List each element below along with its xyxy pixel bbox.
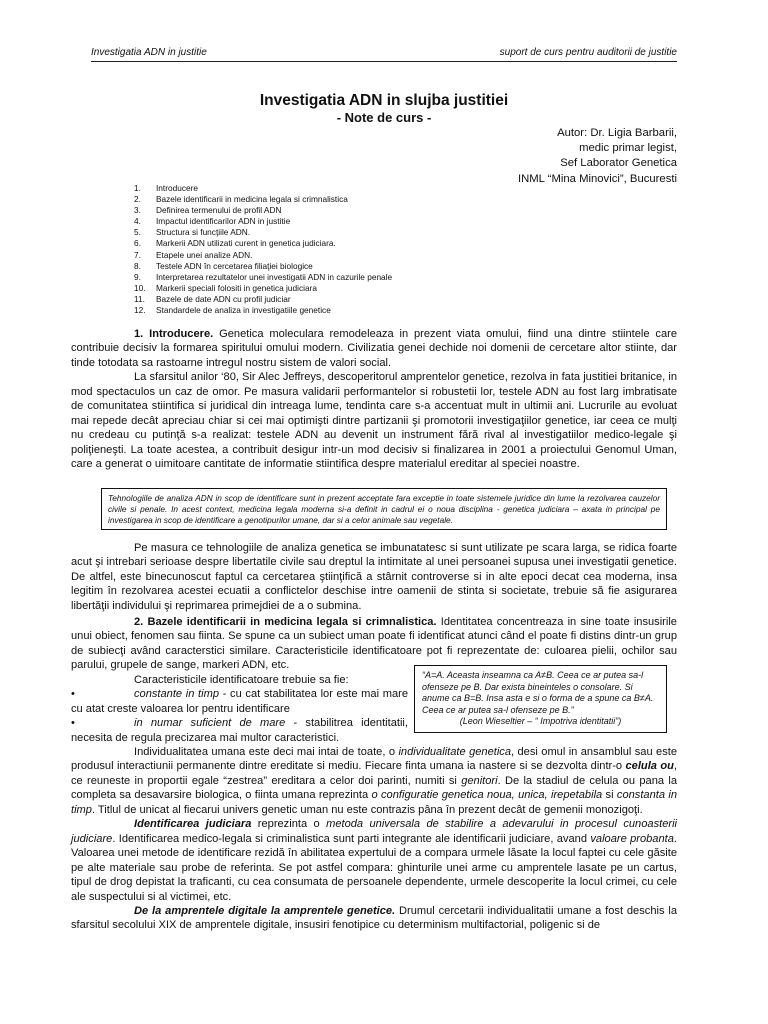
toc-number: 11. (134, 293, 145, 304)
author-line-3: Sef Laborator Genetica (560, 157, 677, 170)
text-run: . Identificarea medico-legala si criminalistica sunt parti integrante ale identificarii judiciare, avand (112, 832, 591, 845)
section-2-heading: 2. Bazele identificarii in medicina legala si crimnalistica. (134, 616, 437, 628)
criteria-2-text: - stabilitrea identitatii, necesita de regula precizarea mai multor caracteristici. (71, 717, 408, 744)
quote-attribution: (Leon Wieseltier – “ Impotriva identitatii”) (459, 716, 622, 727)
criteria-intro: Caracteristicile identificatoare trebuie sa fie: (134, 674, 349, 686)
criteria-1-text: - cu cat stabilitatea lor este mai mare cu atat creste valoarea lor pentru identificare (71, 688, 408, 715)
bullet-icon: • (71, 717, 75, 730)
toc-item (134, 227, 392, 238)
header-left: Investigatia ADN in justitie (91, 47, 207, 58)
table-of-contents (134, 183, 392, 316)
intro-heading: 1. Introducere. (134, 328, 214, 340)
text-run-italic: constanta in timp (71, 789, 677, 816)
toc-item (134, 183, 392, 194)
section-2-paragraph-3 (71, 745, 677, 817)
text-run: reprezinta o (251, 818, 327, 831)
text-run: . Valoarea unei metode de identificare rezidă în abilitatea expertului de a compara urmele lăsate la locul faptei cu cele găsite pe alte materiale sau probe de referinta. Se pot astfel compara: ghinturile unei arme cu amprentele lasate pe un cartus, tipul de drog depistat la traficanti, cu cea consumata de persoanele dependente, urmele descoperite la locul crimei, cu cele ale suspectului si al victimei, etc. (71, 832, 677, 903)
section-2-rest (71, 745, 677, 933)
intro-paragraph-1 (71, 327, 677, 370)
criteria-2-term: in numar suficient de mare (134, 717, 286, 730)
section-continuation (71, 541, 677, 613)
note-box: Tehnologiile de analiza ADN in scop de identificare sunt in prezent acceptate fara exceptie in toate sistemele juridice din lume la rezolvarea cauzelor civile si penale. In acest context, medicina legala moderna si-a definit in cadrul ei o noua disciplina - genetica judiciara – axata in principal pe investigarea in scop de identificare a genotipurilor umane, dar si a celor animale sau vegetale. (101, 488, 667, 530)
toc-text: Testele ADN în cercetarea filiaţiei biologice (156, 260, 313, 271)
toc-item (134, 294, 392, 305)
toc-item (134, 194, 392, 205)
text-run: Drumul cercetarii individualitatii umane a fost deschis la sfarsitul secolului XIX de amprentele digitale, insusiri fenotipice cu determinism multifactorial, poligenic si de (71, 904, 677, 932)
author-line-2: medic primar legist, (579, 142, 677, 155)
toc-number: 8. (134, 260, 141, 271)
toc-item (134, 216, 392, 227)
criteria-bullet-2 (71, 716, 408, 745)
text-run-italic: metoda universala de stabilire a adevarului in procesul cunoasterii judiciare (71, 818, 677, 845)
author-block (518, 126, 677, 187)
intro-text-1: Genetica moleculara remodeleaza in prezent viata omului, fiind una dintre stiintele care contribuie decisiv la formarea spiritului omului modern. Civilizatia genei dechide noi domenii de cercetare altor stiinte, dar tinde totodata sa rastoarne intregul nostru sistem de valori social. (71, 328, 678, 369)
text-run: , ce reuneste in proportii egale “zestrea” ereditara a celor doi parinti, numiti si (71, 760, 677, 787)
toc-number: 9. (134, 271, 141, 282)
section-2-paragraph-5 (71, 904, 677, 933)
intro-section (71, 327, 677, 472)
toc-item (134, 272, 392, 283)
document-title: Investigatia ADN in slujba justitiei (259, 92, 509, 109)
document-subtitle: - Note de curs - (336, 110, 432, 125)
toc-number: 10. (134, 282, 146, 293)
criteria-1-term: constante in timp (134, 688, 220, 701)
toc-number: 5. (134, 227, 141, 238)
author-line-1: Autor: Dr. Ligia Barbarii, (557, 127, 677, 139)
toc-item (134, 283, 392, 294)
text-run-italic: individualitate genetica (398, 746, 512, 758)
toc-number: 2. (134, 194, 141, 205)
text-run: . De la stadiul de celula ou pana la completa sa desavarsire biologica, o fiinta umana reprezinta (71, 774, 677, 802)
text-run-bold-italic: Identificarea judiciara (134, 818, 252, 831)
criteria-list (71, 673, 408, 745)
header-right: suport de curs pentru auditorii de justitie (499, 47, 677, 58)
toc-number: 4. (134, 216, 141, 227)
toc-item (134, 205, 392, 216)
toc-text: Etapele unei analize ADN. (156, 249, 253, 260)
criteria-bullet-1 (71, 687, 408, 716)
section-2-paragraph-4 (71, 817, 677, 904)
toc-number: 7. (134, 249, 141, 260)
toc-text: Bazele de date ADN cu profil judiciar (156, 293, 291, 304)
toc-item (134, 261, 392, 272)
text-run-bold-italic: celula ou (625, 760, 674, 773)
toc-text: Impactul identificarilor ADN in justitie (156, 216, 291, 227)
quote-text: “A=A. Aceasta inseamna ca A≠B. Ceea ce ar putea sa-l ofenseze pe B. Dar exista bineinteles o consolare. Si anume ca B=B. Insa asta e si o forma de a spune ca B≠A. Ceea ce ar putea sa-l ofenseze pe B.” (422, 670, 654, 715)
toc-number: 6. (134, 238, 141, 249)
paragraph-3: Pe masura ce tehnologiile de analiza genetica se imbunatatesc si sunt utilizate pe scara larga, se ridica foarte acut şi intrebari serioase despre libertatile civile sau dreptul la intimitate al unei persoanei supusa unei investigatii genetice. De altfel, este binecunoscut faptul ca cercetarea ştiinţifică a stârnit controverse si in alte epoci decat cea moderna, insa legitim în rezolvarea acestei ecuatii a conflictelor deschise intre oamenii de stinta si societate, trebuie să fie asigurarea libertăţii individului şi reprimarea primejdiei de a o submina. (71, 542, 677, 612)
running-header (91, 47, 677, 62)
text-run: si (602, 789, 617, 802)
toc-text: Standardele de analiza in investigatiile genetice (156, 305, 331, 316)
toc-item (134, 305, 392, 316)
toc-text: Introducere (156, 183, 198, 193)
toc-item (134, 238, 392, 249)
text-run: Individualitatea umana este deci mai intai de toate, o (134, 746, 399, 758)
text-run: , desi omul in ansamblul sau este produsul interactiunii permanente dintre ereditate si mediu. Fiecare finta umana ia nastere si se dezvolta dintr-o (71, 746, 678, 773)
text-run: . Titlul de unicat al fiecarui univers genetic uman nu este contrazis pâna în prezent decât de gemenii monozigoţi. (91, 803, 643, 816)
section-2-text-1: Identitatea concentreaza in sine toate insusirile unui obiect, fenomen sau fiinta. Se spune ca un subiect uman poate fi identificat atunci când el poate fi distins dintr-un grup de subiecţi având caracterstici similare. Caracteristicile identificatoare pot fi reprezentate de: culoarea pielii, ochilor sau parului, grupele de sange, markeri ADN, etc. (71, 616, 677, 672)
toc-text: Structura si funcţiile ADN. (156, 227, 251, 238)
toc-item (134, 250, 392, 261)
text-run-italic: o configuratie genetica noua, unica, irepetabila (371, 789, 603, 802)
text-run-italic: valoare probanta (590, 832, 674, 845)
toc-number: 1. (134, 183, 141, 193)
toc-text: Definirea termenului de profil ADN (156, 205, 282, 216)
quote-box (414, 665, 667, 733)
text-run-italic: genitori (461, 774, 498, 787)
toc-text: Markerii speciali folositi in genetica judiciara (156, 282, 317, 293)
toc-text: Markerii ADN utilizati curent in genetica judiciara. (156, 238, 336, 249)
toc-text: Interpretarea rezultatelor unei investigatii ADN in cazurile penale (156, 271, 393, 282)
intro-paragraph-2: La sfarsitul anilor ‘80, Sir Alec Jeffreys, descoperitorul amprentelor genetice, rezolva in fata justitiei britanice, in mod spectaculos un caz de omor. Pe masura validarii performantelor si robustetii lor, testele ADN au fost larg imbratisate de comunitatea stiintifica si juridical din intreaga lume, tendinta care s-a accentuat mult in ultimii ani. Lucrurile au evoluat mai repede decât apreciau chiar si cei mai optimişti dintre partizanii şi promotorii investigaţiilor genetice, iar ceea ce mulţi nu credeau cu putinţă s-a realizat: testele ADN au devenit un instrument fără rival al investigatiilor medico-legale şi poliţieneşti. La toate acestea, a contribuit desigur intr-un mod decisiv si finalizarea in 2001 a proiectului Genomul Uman, care a generat o uimitoare cantitate de informatie stiintifica despre materialul ereditar al speciei noastre. (71, 371, 677, 471)
author-line-4: INML “Mina Minovici”, Bucuresti (517, 172, 677, 185)
bullet-icon: • (71, 688, 75, 701)
toc-number: 3. (134, 205, 141, 216)
toc-number: 12. (134, 305, 146, 316)
text-run-bold-italic: De la amprentele digitale la amprentele genetice. (134, 904, 396, 917)
toc-text: Bazele identificarii in medicina legala si crimnalistica (156, 194, 348, 205)
